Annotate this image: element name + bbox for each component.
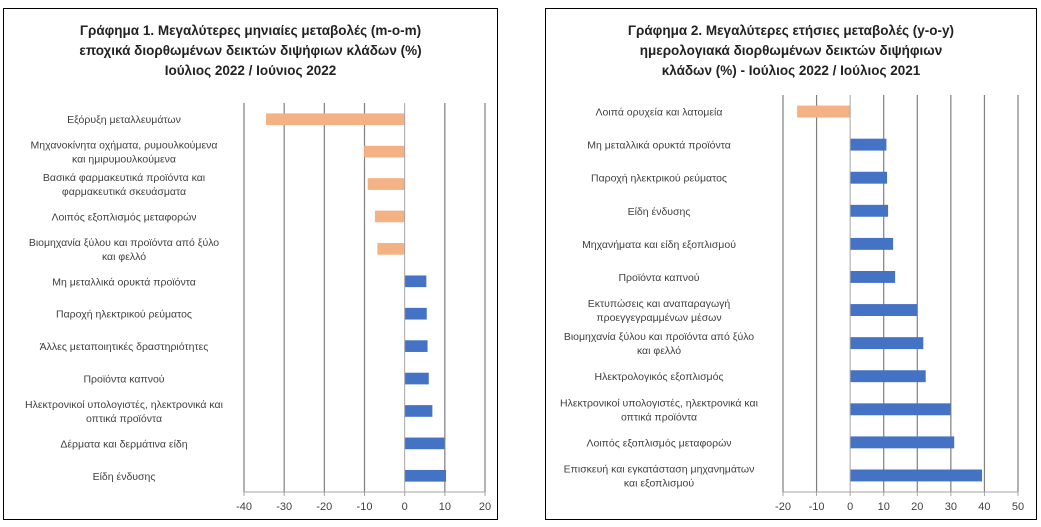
chart-1-category-label (83, 374, 164, 386)
chart-2-category-label (628, 206, 691, 218)
chart-1-category-label-line: και ημιρυμουλκούμενα (71, 153, 177, 166)
chart-1-panel (3, 8, 498, 520)
chart-2-bar (850, 370, 926, 382)
chart-1-title-line-3: Ιούλιος 2022 / Ιούνιος 2022 (164, 63, 337, 78)
chart-2-category-label-line: Λοιπός εξοπλισμός μεταφορών (586, 437, 732, 450)
chart-1-x-tick-label: -30 (276, 501, 293, 513)
chart-1-category-label-line: Άλλες μεταποιητικές δραστηριότητες (39, 341, 209, 354)
chart-2-category-label (560, 397, 759, 423)
chart-2-category-label (591, 173, 727, 185)
chart-2-x-tick-label: -20 (775, 501, 791, 513)
chart-2-category-label-line: Λοιπά ορυχεία και λατομεία (595, 106, 723, 119)
chart-1-category-label-line: φαρμακευτικά σκευάσματα (61, 186, 187, 199)
chart-1-category-label (40, 341, 209, 353)
chart-2-category-label (564, 463, 755, 489)
chart-2-category-label (582, 239, 736, 251)
chart-2-bar (850, 139, 886, 151)
chart-1-category-label-line: και φελλό (101, 250, 147, 263)
chart-2-panel (545, 8, 1037, 520)
chart-1-category-label-line: Είδη ένδυσης (92, 470, 156, 483)
chart-1-bar (405, 405, 433, 417)
chart-2-bar (850, 238, 893, 250)
chart-1-category-label (31, 140, 218, 166)
chart-1-bar (266, 113, 405, 125)
chart-2-category-label-line: προεγγεγραμμένων μέσων (596, 312, 722, 325)
chart-1-title-line-2: εποχικά διορθωμένων δεικτών διψήφιων κλάδων (%) (79, 43, 422, 58)
chart-2-x-tick-label: 0 (847, 501, 854, 513)
chart-1-x-tick-label: 0 (401, 501, 408, 513)
chart-2-title-line-1: Γράφημα 2. Μεγαλύτερες ετήσιες μεταβολές (y-o-y) (627, 23, 955, 38)
chart-2-title-line-2: ημερολογιακά διορθωμένων δεικτών διψήφιων (639, 43, 943, 58)
chart-1-bar (368, 178, 405, 190)
chart-2-bar (850, 172, 887, 184)
chart-1-x-tick-label: -10 (356, 501, 373, 513)
chart-2-x-tick-label: -10 (808, 501, 825, 513)
chart-2-category-label-line: Μη μεταλλικά ορυκτά προϊόντα (587, 139, 731, 152)
chart-1-category-label (56, 309, 192, 321)
chart-1-category-label (67, 114, 181, 126)
chart-2-category-label-line: Επισκευή και εγκατάσταση μηχανημάτων (563, 463, 755, 476)
chart-1-title-line-1: Γράφημα 1. Μεγαλύτερες μηνιαίες μεταβολές (m-o-m) (79, 23, 422, 38)
chart-1-bar (405, 275, 427, 287)
chart-2-category-label-line: Βιομηχανία ξύλου και προϊόντα από ξύλο (563, 331, 755, 344)
chart-2-category-label-line: Ηλεκτρολογικός εξοπλισμός (594, 371, 724, 384)
chart-1-category-label-line: Μηχανοκίνητα οχήματα, ρυμουλκούμενα (30, 139, 218, 152)
chart-2-bar (850, 470, 982, 482)
chart-1-bar (405, 373, 429, 385)
chart-2-x-tick-label: 40 (978, 501, 991, 513)
chart-1-category-label-line: οπτικά προϊόντα (85, 412, 163, 425)
chart-1-category-label-line: Παροχή ηλεκτρικού ρεύματος (56, 308, 192, 321)
chart-2-bar (850, 205, 888, 217)
chart-1-bar (364, 146, 405, 158)
chart-2-plot (546, 9, 1038, 521)
chart-1-bar (405, 438, 445, 450)
chart-1-category-label-line: Μη μεταλλικά ορυκτά προϊόντα (52, 276, 196, 289)
chart-2-category-label (596, 107, 723, 119)
chart-2-x-tick-label: 30 (944, 501, 957, 513)
chart-1-category-label (52, 276, 196, 288)
chart-1-x-tick-label: 20 (478, 501, 492, 513)
chart-2-bar (850, 403, 950, 415)
chart-1-bar (377, 243, 404, 255)
chart-2-category-label-line: Παροχή ηλεκτρικού ρεύματος (591, 172, 727, 185)
chart-1-category-label-line: Εξόρυξη μεταλλευμάτων (67, 114, 181, 127)
chart-1-x-tick-label: -40 (236, 501, 252, 513)
chart-1-category-label (51, 211, 196, 223)
chart-1-bar (405, 340, 428, 352)
chart-2-category-label-line: Ηλεκτρονικοί υπολογιστές, ηλεκτρονικά και (560, 397, 758, 410)
chart-2-category-label (618, 272, 699, 284)
chart-2-category-label-line: Εκτυπώσεις και αναπαραγωγή (587, 298, 731, 311)
chart-2-category-label-line: οπτικά προϊόντα (620, 411, 698, 424)
chart-1-x-tick-label: 10 (438, 501, 451, 513)
chart-1-x-tick-label: -20 (316, 501, 333, 513)
chart-2-category-label (564, 331, 754, 357)
chart-1-bar (405, 470, 446, 482)
chart-1-category-label (60, 438, 187, 450)
chart-2-category-label (587, 140, 731, 152)
chart-2-bar (850, 337, 923, 349)
chart-2-bar (850, 304, 917, 316)
chart-2-bar (797, 106, 850, 118)
chart-1-category-label (29, 237, 219, 263)
chart-1-bar (405, 308, 427, 320)
chart-2-x-tick-label: 50 (1011, 501, 1025, 513)
chart-2-category-label-line: Προϊόντα καπνού (618, 271, 700, 284)
chart-1-category-label-line: Προϊόντα καπνού (83, 373, 165, 386)
chart-1-category-label-line: Βασικά φαρμακευτικά προϊόντα και (42, 172, 206, 185)
chart-1-bar (375, 211, 405, 223)
chart-2-category-label (586, 437, 731, 449)
chart-2-category-label-line: και φελλό (636, 345, 682, 358)
chart-2-category-label (594, 371, 723, 383)
chart-2-bar (850, 436, 954, 448)
chart-1-plot (4, 9, 499, 521)
chart-1-category-label-line: Βιομηχανία ξύλου και προϊόντα από ξύλο (28, 236, 220, 249)
chart-2-category-label-line: Είδη ένδυσης (627, 205, 691, 218)
chart-2-title-line-3: κλάδων (%) - Ιούλιος 2022 / Ιούλιος 2021 (661, 63, 921, 78)
chart-2-category-label-line: και εξοπλισμού (623, 477, 695, 490)
chart-1-category-label (93, 471, 156, 483)
chart-2-category-label-line: Μηχανήματα και είδη εξοπλισμού (582, 238, 736, 251)
chart-1-category-label-line: Ηλεκτρονικοί υπολογιστές, ηλεκτρονικά και (25, 398, 223, 411)
chart-1-category-label (25, 399, 224, 425)
chart-1-category-label-line: Δέρματα και δερμάτινα είδη (60, 438, 188, 451)
chart-2-x-tick-label: 10 (877, 501, 890, 513)
chart-2-bar (850, 271, 895, 283)
chart-2-x-tick-label: 20 (911, 501, 924, 513)
chart-1-category-label (43, 172, 206, 198)
chart-1-category-label-line: Λοιπός εξοπλισμός μεταφορών (51, 211, 197, 224)
chart-2-category-label (588, 298, 731, 324)
